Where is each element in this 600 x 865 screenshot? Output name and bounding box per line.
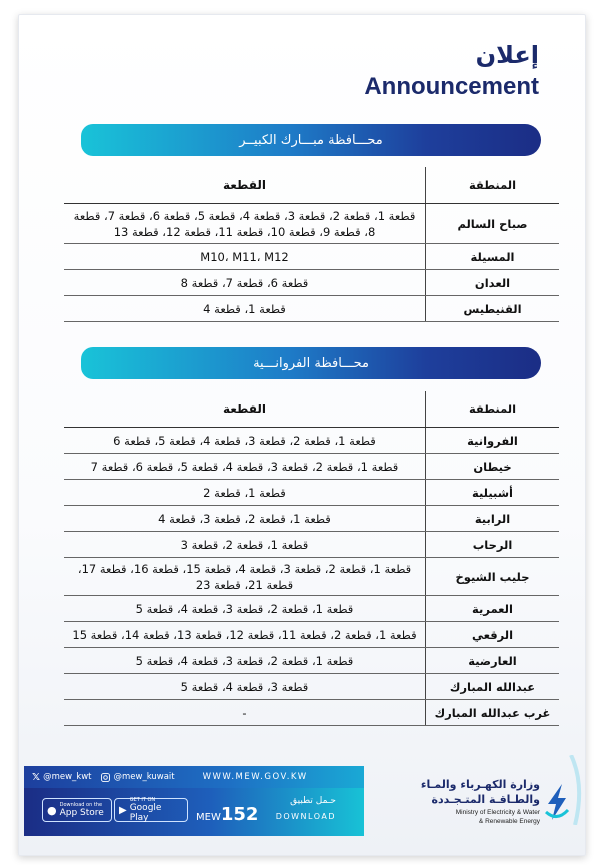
ministry-name-en-line2: & Renewable Energy xyxy=(478,818,540,825)
area-cell: صباح السالم xyxy=(426,204,560,244)
column-header-plots: القطعة xyxy=(64,391,426,428)
mew-152-label xyxy=(196,804,258,825)
area-cell: الرحاب xyxy=(426,532,560,558)
area-cell: العمرية xyxy=(426,596,560,622)
area-cell: الرقعي xyxy=(426,622,560,648)
table-row xyxy=(64,454,559,480)
table-row xyxy=(64,700,559,726)
area-cell: القنيطيس xyxy=(426,296,560,322)
plots-cell: قطعة 1، قطعة 2، قطعة 3، قطعة 4، قطعة 5، قطعة 6، قطعة 7، قطعة 8، قطعة 9، قطعة 10، قطعة 11، قطعة 12، قطعة 13 xyxy=(64,204,426,244)
column-header-area: المنطقة xyxy=(426,391,560,428)
table-row xyxy=(64,674,559,700)
title-english: Announcement xyxy=(364,73,539,100)
table-header-row xyxy=(64,391,559,428)
x-handle: @mew_kwt xyxy=(43,772,92,782)
google-play-button[interactable] xyxy=(114,798,188,822)
google-play-icon: ▶ xyxy=(119,804,127,816)
table-row xyxy=(64,270,559,296)
plots-cell: قطعة 1، قطعة 2 xyxy=(64,480,426,506)
title-arabic: إعلان xyxy=(475,41,539,69)
google-play-small-label: GET IT ON xyxy=(129,797,156,803)
table-row xyxy=(64,204,559,244)
banner-label: محـــافظة مبـــارك الكبيــر xyxy=(239,132,383,148)
footer-bar xyxy=(24,766,364,836)
area-cell: عبدالله المبارك xyxy=(426,674,560,700)
plots-cell: قطعة 1، قطعة 2، قطعة 3، قطعة 4، قطعة 5، قطعة 6، قطعة 7 xyxy=(64,454,426,480)
plots-cell: قطعة 1، قطعة 4 xyxy=(64,296,426,322)
app-store-label: App Store xyxy=(59,808,104,818)
table-row xyxy=(64,244,559,270)
plots-cell: قطعة 3، قطعة 4، قطعة 5 xyxy=(64,674,426,700)
plots-cell: قطعة 1، قطعة 2، قطعة 3، قطعة 4، قطعة 5 xyxy=(64,648,426,674)
area-cell: غرب عبدالله المبارك xyxy=(426,700,560,726)
table-row xyxy=(64,428,559,454)
table-row xyxy=(64,296,559,322)
mew-number: 152 xyxy=(220,804,259,825)
instagram-handle: @mew_kuwait xyxy=(113,772,175,782)
plots-cell: قطعة 1، قطعة 2، قطعة 3 xyxy=(64,532,426,558)
table-row xyxy=(64,558,559,596)
download-arabic: حـمل تطبيق xyxy=(290,796,336,806)
plots-cell: قطعة 6، قطعة 7، قطعة 8 xyxy=(64,270,426,296)
ministry-logo-block xyxy=(390,776,570,836)
plots-cell: - xyxy=(64,700,426,726)
x-icon: 𝕏 xyxy=(32,771,41,783)
mubarak-al-kabeer-table xyxy=(64,167,559,322)
plots-cell: قطعة 1، قطعة 2، قطعة 3، قطعة 4، قطعة 15، قطعة 16، قطعة 17، قطعة 21، قطعة 23 xyxy=(64,558,426,596)
google-play-text xyxy=(130,797,183,823)
apple-icon: ● xyxy=(47,803,57,817)
table-row xyxy=(64,648,559,674)
instagram-icon xyxy=(101,773,110,782)
table-row xyxy=(64,480,559,506)
plots-cell: قطعة 1، قطعة 2، قطعة 11، قطعة 12، قطعة 13، قطعة 14، قطعة 15 xyxy=(64,622,426,648)
table-row xyxy=(64,596,559,622)
area-cell: خيطان xyxy=(426,454,560,480)
app-store-text xyxy=(60,802,104,818)
download-english: DOWNLOAD xyxy=(275,812,336,821)
instagram-link[interactable] xyxy=(101,772,174,782)
table-header-row xyxy=(64,167,559,204)
column-header-area: المنطقة xyxy=(426,167,560,204)
x-link[interactable] xyxy=(32,772,91,783)
footer-social-band xyxy=(24,766,364,788)
plots-cell: قطعة 1، قطعة 2، قطعة 3، قطعة 4 xyxy=(64,506,426,532)
area-cell: الفروانية xyxy=(426,428,560,454)
decorative-swoosh xyxy=(569,755,587,825)
area-cell: العارضية xyxy=(426,648,560,674)
ministry-logo-icon xyxy=(544,782,570,822)
governorate-banner-mubarak-al-kabeer xyxy=(81,124,541,156)
table-row xyxy=(64,532,559,558)
footer-download-band xyxy=(24,788,364,836)
area-cell: أشبيلية xyxy=(426,480,560,506)
farwaniya-table xyxy=(64,391,559,726)
google-play-label: Google Play xyxy=(129,803,162,823)
mew-text: MEW xyxy=(196,812,221,823)
announcement-page xyxy=(18,14,586,856)
app-store-small-label: Download on the xyxy=(59,802,103,808)
ministry-name-en-line1: Ministry of Electricity & Water xyxy=(455,809,540,816)
ministry-name-ar-line1: وزارة الكهـرباء والمـاء xyxy=(420,778,540,791)
website-link[interactable]: WWW.MEW.GOV.KW xyxy=(202,772,308,782)
area-cell: جليب الشيوخ xyxy=(426,558,560,596)
table-row xyxy=(64,506,559,532)
ministry-name-ar-line2: والطـاقـة المتـجـددة xyxy=(431,793,540,806)
plots-cell: قطعة 1، قطعة 2، قطعة 3، قطعة 4، قطعة 5 xyxy=(64,596,426,622)
column-header-plots: القطعة xyxy=(64,167,426,204)
plots-cell: قطعة 1، قطعة 2، قطعة 3، قطعة 4، قطعة 5، قطعة 6 xyxy=(64,428,426,454)
area-cell: الرابية xyxy=(426,506,560,532)
area-cell: العدان xyxy=(426,270,560,296)
area-cell: المسيلة xyxy=(426,244,560,270)
banner-label: محـــافظة الفروانـــية xyxy=(253,355,369,371)
table-row xyxy=(64,622,559,648)
plots-cell: M10، M11، M12 xyxy=(64,244,426,270)
app-store-button[interactable] xyxy=(42,798,112,822)
governorate-banner-farwaniya xyxy=(81,347,541,379)
